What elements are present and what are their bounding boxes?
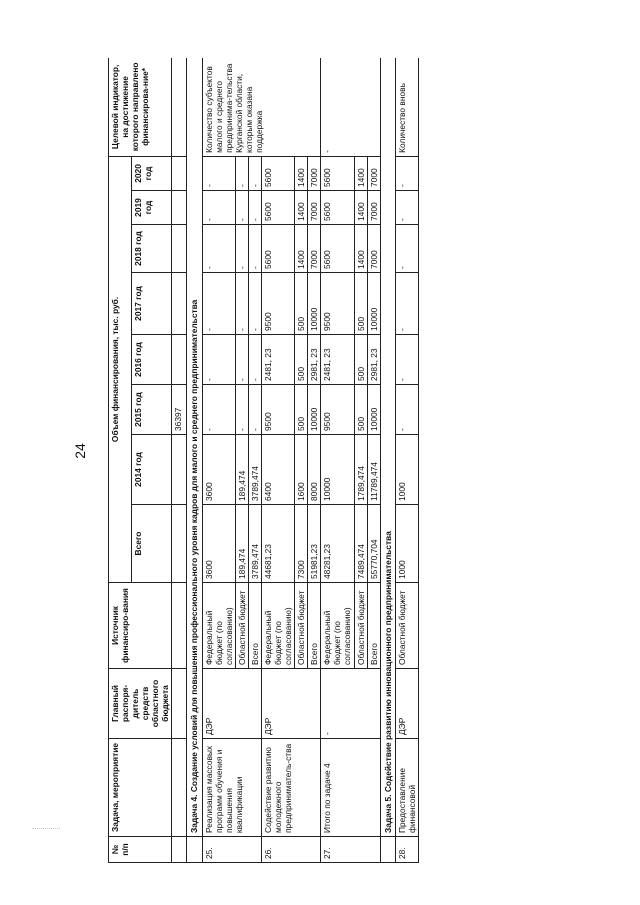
header-num: № п/п <box>109 837 172 863</box>
header-manager: Главный распоря-дитель средств областного бюджета <box>109 669 172 739</box>
row-indicator: Количество субъектов малого и среднего предпринима-тельства Курганской области, которым оказана поддержка <box>202 58 321 156</box>
row-num: 28. <box>395 837 418 863</box>
page-number: 24 <box>71 443 88 459</box>
cell-2017: 9500 <box>261 273 294 335</box>
cell-2019: 1400 <box>354 191 367 225</box>
cell-2019: 7000 <box>308 191 321 225</box>
row-manager: ДЭР <box>395 669 418 739</box>
section-5-row <box>380 58 395 863</box>
cell-2018: - <box>248 225 261 273</box>
table-row <box>321 58 354 863</box>
cell-total: 48281,23 <box>321 505 354 583</box>
cell-2014: 3600 <box>202 435 235 505</box>
cell-2018: - <box>235 225 248 273</box>
cell-2017: 10000 <box>367 273 380 335</box>
cell-total: 44681,23 <box>261 505 294 583</box>
cell-source: Федеральный бюджет (по согласованию) <box>261 583 294 669</box>
cell-2020: - <box>395 156 418 190</box>
cell-2020: 7000 <box>367 156 380 190</box>
cell-2019: - <box>395 191 418 225</box>
cell-2019: 5600 <box>321 191 354 225</box>
header-task: Задача, мероприятие <box>109 739 172 837</box>
header-indicator: Целевой индикатор, на достижение которого направлено финансирова-ние* <box>109 58 172 156</box>
cell-2020: 5600 <box>261 156 294 190</box>
scan-speck <box>32 828 60 833</box>
cell-2015: - <box>395 385 418 435</box>
cell-total: 51981,23 <box>308 505 321 583</box>
cell-2017: - <box>395 273 418 335</box>
cell-2019: - <box>235 191 248 225</box>
cell-2018: 5600 <box>321 225 354 273</box>
cell-source: Всего <box>308 583 321 669</box>
cell-2014: 3789,474 <box>248 435 261 505</box>
row-manager: - <box>321 669 380 739</box>
cell-2019: - <box>248 191 261 225</box>
cell-2015: - <box>235 385 248 435</box>
table-row <box>261 58 294 863</box>
cell-2014: 1000 <box>395 435 418 505</box>
cell-2020: - <box>235 156 248 190</box>
header-funding: Объем финансирования, тыс. руб. <box>109 156 132 582</box>
cell-2018: - <box>395 225 418 273</box>
cell-total: 7300 <box>295 505 308 583</box>
cell-source: Областной бюджет <box>295 583 308 669</box>
cell-2017: - <box>248 273 261 335</box>
row-manager: ДЭР <box>202 669 261 739</box>
cell-2015: - <box>248 385 261 435</box>
cell-2016: 2481, 23 <box>321 335 354 385</box>
row-task <box>321 739 380 837</box>
cell-2015: - <box>202 385 235 435</box>
cell-2018: 7000 <box>308 225 321 273</box>
cell-2016: - <box>235 335 248 385</box>
cell-2020: 1400 <box>354 156 367 190</box>
row-num: 27. <box>321 837 380 863</box>
rotated-table-wrapper <box>108 58 605 863</box>
blank-2015-value: 36397 <box>172 385 187 435</box>
cell-source: Всего <box>248 583 261 669</box>
row-num: 26. <box>261 837 320 863</box>
section-5-title: Задача 5. Содействие развитию инновационного предпринимательства <box>380 58 395 837</box>
cell-2018: 1400 <box>354 225 367 273</box>
cell-2014: 1600 <box>295 435 308 505</box>
row-manager: ДЭР <box>261 669 320 739</box>
cell-total: 3600 <box>202 505 235 583</box>
cell-2016: 500 <box>354 335 367 385</box>
cell-source: Областной бюджет <box>235 583 248 669</box>
header-source: Источник финансиро-вания <box>109 583 172 669</box>
cell-2017: 10000 <box>308 273 321 335</box>
cell-2014: 10000 <box>321 435 354 505</box>
cell-source: Областной бюджет <box>395 583 418 669</box>
section-4-title: Задача 4. Создание условий для повышения профессионального уровня кадров для малого и среднего предпринимательства <box>187 58 202 837</box>
table-area <box>108 58 605 863</box>
cell-2015: 500 <box>354 385 367 435</box>
cell-2018: 7000 <box>367 225 380 273</box>
cell-2017: 500 <box>295 273 308 335</box>
cell-2015: 500 <box>295 385 308 435</box>
row-indicator: Количество вновь <box>395 58 418 156</box>
cell-2020: 7000 <box>308 156 321 190</box>
cell-2019: 7000 <box>367 191 380 225</box>
cell-2020: 1400 <box>295 156 308 190</box>
header-total: Всего <box>131 505 172 583</box>
cell-2015: 9500 <box>261 385 294 435</box>
cell-total: 189,474 <box>235 505 248 583</box>
cell-2020: - <box>248 156 261 190</box>
cell-total: 7489,474 <box>354 505 367 583</box>
section-4-row <box>187 58 202 863</box>
cell-total: 55770,704 <box>367 505 380 583</box>
cell-2017: - <box>235 273 248 335</box>
cell-2015: 10000 <box>367 385 380 435</box>
cell-2016: - <box>395 335 418 385</box>
cell-source: Федеральный бюджет (по согласованию) <box>202 583 235 669</box>
cell-2018: - <box>202 225 235 273</box>
table-row <box>202 58 235 863</box>
blank-row <box>172 58 187 863</box>
cell-2017: 500 <box>354 273 367 335</box>
cell-2016: - <box>248 335 261 385</box>
cell-2017: 9500 <box>321 273 354 335</box>
cell-2015: 10000 <box>308 385 321 435</box>
funding-table <box>108 58 419 863</box>
cell-2016: 2981, 23 <box>367 335 380 385</box>
cell-2014: 6400 <box>261 435 294 505</box>
cell-2017: - <box>202 273 235 335</box>
row-num: 25. <box>202 837 261 863</box>
cell-2016: - <box>202 335 235 385</box>
cell-2015: 9500 <box>321 385 354 435</box>
cell-2016: 500 <box>295 335 308 385</box>
cell-source: Федеральный бюджет (по согласованию) <box>321 583 354 669</box>
cell-total: 3789,474 <box>248 505 261 583</box>
row-task: Содействие развитию молодежного предприниматель-ства <box>261 739 320 837</box>
header-2018: 2018 год <box>131 225 172 273</box>
table-row <box>395 58 418 863</box>
row-task: Предоставление финансовой <box>395 739 418 837</box>
cell-2016: 2481, 23 <box>261 335 294 385</box>
cell-2020: 5600 <box>321 156 354 190</box>
cell-2019: 5600 <box>261 191 294 225</box>
header-2015: 2015 год <box>131 385 172 435</box>
cell-source: Областной бюджет <box>354 583 367 669</box>
cell-2018: 1400 <box>295 225 308 273</box>
cell-2014: 189,474 <box>235 435 248 505</box>
header-2020: 2020 год <box>131 156 172 190</box>
row-indicator: - <box>321 58 380 156</box>
cell-2020: - <box>202 156 235 190</box>
cell-2014: 8000 <box>308 435 321 505</box>
cell-2014: 11789,474 <box>367 435 380 505</box>
row-task-text: Итого по задаче 4 <box>322 763 333 833</box>
cell-2019: 1400 <box>295 191 308 225</box>
cell-source: Всего <box>367 583 380 669</box>
cell-total: 1000 <box>395 505 418 583</box>
header-2019: 2019 год <box>131 191 172 225</box>
cell-2016: 2981, 23 <box>308 335 321 385</box>
cell-2019: - <box>202 191 235 225</box>
header-2016: 2016 год <box>131 335 172 385</box>
cell-2018: 5600 <box>261 225 294 273</box>
header-2017: 2017 год <box>131 273 172 335</box>
header-2014: 2014 год <box>131 435 172 505</box>
row-task: Реализация массовых программ обучения и повышения квалификации <box>202 739 261 837</box>
cell-2014: 1789,474 <box>354 435 367 505</box>
